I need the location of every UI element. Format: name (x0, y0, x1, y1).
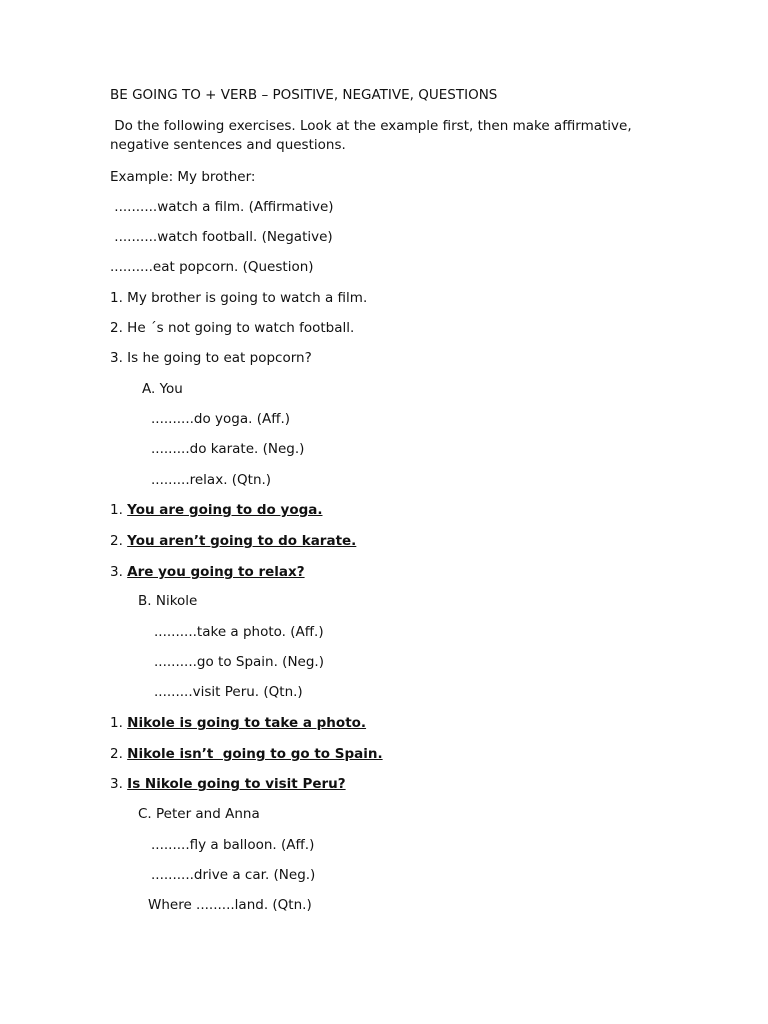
exercise-c-prompt-1: .........fly a balloon. (Aff.) (151, 837, 315, 853)
answer-text: Is Nikole going to visit Peru? (127, 776, 346, 792)
answer-text: Nikole isn’t going to go to Spain. (127, 746, 383, 762)
exercise-b-answer-2 (110, 744, 383, 764)
answer-number: 2. (110, 320, 128, 336)
exercise-b-heading: B. Nikole (138, 593, 198, 609)
exercise-c-heading: C. Peter and Anna (138, 806, 260, 822)
answer-text: You are going to do yoga. (127, 502, 323, 518)
exercise-b-answer-1 (110, 713, 366, 733)
answer-number: 1. (110, 715, 128, 731)
answer-text: Nikole is going to take a photo. (127, 715, 367, 731)
example-prompt-question: ..........eat popcorn. (Question) (110, 259, 314, 275)
instructions-line-2: negative sentences and questions. (110, 137, 346, 153)
page-title: BE GOING TO + VERB – POSITIVE, NEGATIVE, QUESTIONS (110, 87, 498, 103)
exercise-c-prompt-3: Where .........land. (Qtn.) (148, 897, 312, 913)
answer-text: You aren’t going to do karate. (127, 533, 357, 549)
exercise-b-answer-3 (110, 774, 346, 794)
exercise-a-heading: A. You (142, 381, 183, 397)
exercise-b-prompt-1: ..........take a photo. (Aff.) (154, 624, 324, 640)
instructions-line-1: Do the following exercises. Look at the example first, then make affirmative, (110, 118, 632, 134)
example-answer-1 (110, 288, 367, 308)
answer-number: 3. (110, 564, 128, 580)
answer-text: Is he going to eat popcorn? (127, 350, 312, 366)
answer-number: 2. (110, 533, 128, 549)
exercise-b-prompt-3: .........visit Peru. (Qtn.) (154, 684, 303, 700)
answer-text: My brother is going to watch a film. (127, 290, 368, 306)
exercise-a-answer-1 (110, 500, 323, 520)
answer-number: 3. (110, 350, 128, 366)
exercise-a-answer-2 (110, 531, 356, 551)
exercise-a-answer-3 (110, 562, 305, 582)
example-answer-2 (110, 318, 354, 338)
example-heading: Example: My brother: (110, 169, 256, 185)
exercise-b-prompt-2: ..........go to Spain. (Neg.) (154, 654, 324, 670)
answer-number: 2. (110, 746, 128, 762)
answer-number: 1. (110, 502, 128, 518)
answer-text: Are you going to relax? (127, 564, 305, 580)
exercise-c-prompt-2: ..........drive a car. (Neg.) (151, 867, 316, 883)
answer-number: 1. (110, 290, 128, 306)
answer-text: He ´s not going to watch football. (127, 320, 355, 336)
example-prompt-affirmative: ..........watch a film. (Affirmative) (110, 199, 334, 215)
answer-number: 3. (110, 776, 128, 792)
exercise-a-prompt-3: .........relax. (Qtn.) (151, 472, 272, 488)
exercise-a-prompt-1: ..........do yoga. (Aff.) (151, 411, 291, 427)
example-answer-3 (110, 348, 312, 368)
exercise-a-prompt-2: .........do karate. (Neg.) (151, 441, 305, 457)
example-prompt-negative: ..........watch football. (Negative) (110, 229, 333, 245)
